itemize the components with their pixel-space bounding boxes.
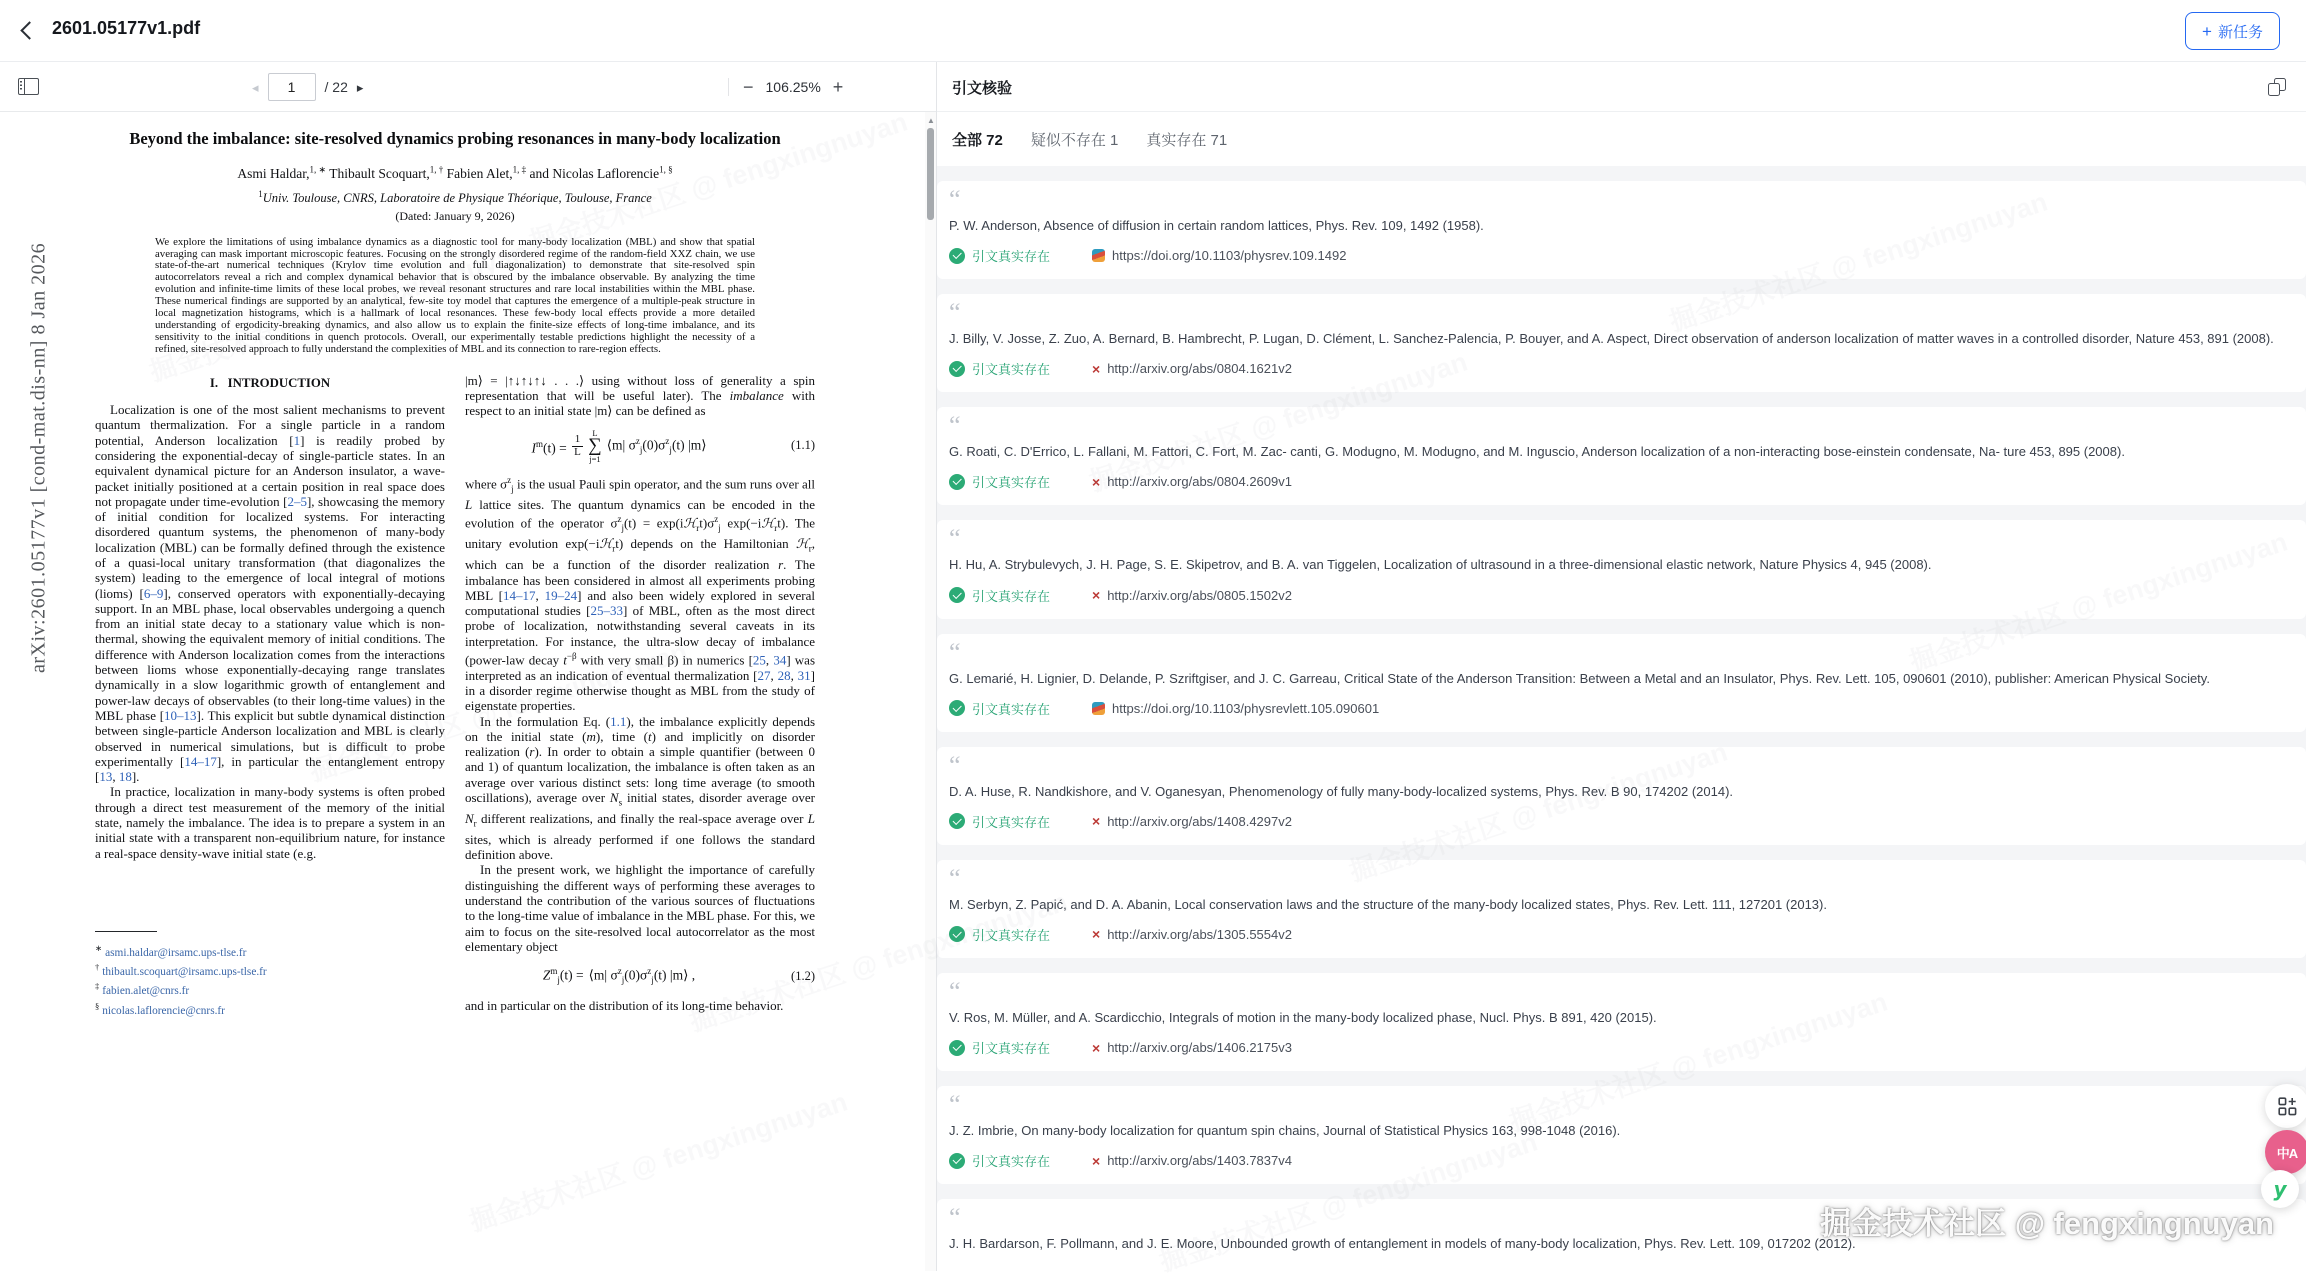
quote-icon: “	[949, 307, 2294, 320]
footnote	[95, 941, 445, 960]
citation-card	[937, 634, 2306, 732]
check-icon	[949, 1153, 965, 1169]
equation-number: (1.1)	[773, 438, 815, 453]
back-icon[interactable]	[18, 21, 38, 41]
footnote-marker: †	[95, 962, 99, 972]
citation-text: G. Lemarié, H. Lignier, D. Delande, P. Szriftgiser, and J. C. Garreau, Critical State of the Anderson Transition: Between a Metal and an Insulator, Phys. Rev. Lett. 105, 090601 (2010), publisher: American Physical Society.	[949, 669, 2294, 689]
status-badge	[949, 699, 1050, 718]
citation-check-panel	[936, 62, 2306, 1271]
footnote-marker: ∗	[95, 943, 102, 953]
author-name: Thibault Scoquart,$^{1, \dagger}$	[326, 166, 443, 181]
status-badge	[949, 246, 1050, 265]
citation-ref-link[interactable]: 2–5	[287, 494, 307, 509]
citation-ref-link[interactable]: 34	[773, 652, 786, 667]
citation-card	[937, 1199, 2306, 1271]
author-email-link[interactable]: nicolas.laflorencie@cnrs.fr	[102, 1004, 225, 1016]
citation-text: V. Ros, M. Müller, and A. Scardicchio, Integrals of motion in the many-body localized phase, Nucl. Phys. B 891, 420 (2015).	[949, 1008, 2294, 1028]
citation-ref-link[interactable]: 1.1	[610, 714, 626, 729]
citation-ref-link[interactable]: 13	[99, 769, 112, 784]
footnote	[95, 960, 445, 979]
status-label: 引文真实存在	[972, 925, 1050, 944]
pdf-page	[0, 112, 925, 1271]
citation-link-text: http://arxiv.org/abs/0804.1621v2	[1107, 361, 1292, 376]
paper-affiliation	[95, 189, 815, 206]
tab-verified-existing[interactable]: 真实存在 71	[1146, 129, 1227, 150]
section-heading: I. INTRODUCTION	[95, 376, 445, 391]
check-icon	[949, 926, 965, 942]
citation-meta-row	[949, 699, 2294, 718]
citation-link-text: http://arxiv.org/abs/0804.2609v1	[1107, 474, 1292, 489]
paper-column-right	[465, 373, 815, 1018]
quote-icon: “	[949, 533, 2294, 546]
author-email-link[interactable]: asmi.haldar@irsamc.ups-tlse.fr	[105, 947, 246, 959]
page-navigation	[252, 62, 363, 112]
quote-icon: “	[949, 194, 2294, 207]
citation-text: G. Roati, C. D'Errico, L. Fallani, M. Fattori, C. Fort, M. Zac- canti, G. Modugno, M. Modugno, and M. Inguscio, Anderson localization of a non-interacting bose-einstein condensate, Na- ture 453, 895 (2008).	[949, 442, 2294, 462]
citation-link[interactable]	[1092, 1153, 1292, 1168]
citation-list	[937, 166, 2306, 1271]
citation-link[interactable]	[1092, 588, 1292, 603]
equation-number: (1.2)	[773, 969, 815, 984]
footnote	[95, 999, 445, 1018]
watermark: 掘金技术社区 @ fengxingnuyan	[1820, 1198, 2274, 1243]
arxiv-margin-label: arXiv:2601.05177v1 [cond-mat.dis-nn] 8 Jan 2026	[22, 248, 56, 668]
body-paragraph-4: In the present work, we highlight the importance of carefully distinguishing the different ways of performing these averages to understand the contribution of the various sources of fluctuations to the long-time value of imbalance in the MBL phase. For this, we aim to focus on the site-resolved local autocorrelator as the most elementary object	[465, 862, 815, 954]
citation-ref-link[interactable]: 14–17	[503, 588, 536, 603]
page-total-label: / 22	[325, 79, 348, 95]
body-paragraph-3: In the formulation Eq. (1.1), the imbalance explicitly depends on the initial state (m), time (t) and implicitly on disorder realization (r). In order to obtain a simple quantifier (between 0 and 1) of quantum localization, the imbalance is often taken as an average over various distinct sets: long time average (to smooth oscillations), average over $N_s$ initial states, disorder average over $N_r$ different realizations, and finally the real-space average over L sites, which is already performed if one follows the standard definition above.	[465, 714, 815, 863]
body-paragraph-2: where $\sigma^z_j$ is the usual Pauli spin operator, and the sum runs over all L lattice sites. The quantum dynamics can be encoded in the evolution of the operator $\sigma^z_j(t)$ = $\exp(iℋ_rt)\sigma^z_j$ exp(−iℋ$_r$t). The unitary evolution exp(−iℋ$_r$t) depends on the Hamiltonian ℋ$_r$, which can be a function of the disorder realization r. The imbalance has been considered in almost all experiments probing MBL [14–17, 19–24] and also been widely explored in several computational studies [25–33] of MBL, often as the most direct probe of localization, notwithstanding several caveats in its interpretation. For instance, the ultra-slow decay of imbalance (power-law decay $t^{-\beta}$ with very small β) in numerics [25, 34] was interpreted as an indication of eventual thermalization [27, 28, 31] in a disorder regime otherwise thought as MBL from the study of eigenstate properties.	[465, 473, 815, 714]
citation-ref-link[interactable]: 25	[753, 652, 766, 667]
zoom-level: 106.25%	[766, 79, 821, 95]
check-icon	[949, 813, 965, 829]
scroll-up-icon[interactable]: ▲	[927, 116, 935, 125]
quote-icon: “	[949, 1212, 2294, 1225]
citation-card	[937, 1086, 2306, 1184]
citation-tabs	[937, 112, 2306, 166]
assistant-logo-icon: y	[2273, 1177, 2286, 1201]
pdf-scrollbar[interactable]	[925, 112, 936, 1271]
citation-card	[937, 407, 2306, 505]
equation-1-1: $I^m(t)$ = $\frac{1}{L}$ L ∑ j=1 ⟨m| $\sigma^z_j(0)\sigma^z_j(t)$ |m⟩ (1.1)	[465, 429, 815, 464]
citation-ref-link[interactable]: 27	[757, 668, 770, 683]
paper-title: Beyond the imbalance: site-resolved dynamics probing resonances in many-body localization	[95, 129, 815, 149]
author-email-link[interactable]: thibault.scoquart@irsamc.ups-tlse.fr	[102, 966, 266, 978]
equation-1-2: $Z^m_j(t)$ = ⟨m| $\sigma^z_j(0)\sigma^z_j(t)$ |m⟩ , (1.2)	[465, 964, 815, 988]
citation-ref-link[interactable]: 19–24	[545, 588, 578, 603]
citation-link-text: http://arxiv.org/abs/1305.5554v2	[1107, 927, 1292, 942]
citation-meta-row	[949, 472, 2294, 491]
footnote	[95, 979, 445, 998]
citation-text: J. H. Bardarson, F. Pollmann, and J. E. Moore, Unbounded growth of entanglement in models of many-body localization, Phys. Rev. Lett. 109, 017202 (2012).	[949, 1234, 2294, 1254]
citation-ref-link[interactable]: 18	[119, 769, 132, 784]
assistant-button[interactable]	[2261, 1170, 2299, 1208]
citation-ref-link[interactable]: 1	[294, 433, 301, 448]
status-label: 引文真实存在	[972, 586, 1050, 605]
check-icon	[949, 361, 965, 377]
floating-button-column	[2257, 1084, 2306, 1208]
plus-icon: +	[2202, 23, 2212, 40]
check-icon	[949, 700, 965, 716]
status-label: 引文真实存在	[972, 246, 1050, 265]
pdf-scrollbar-thumb[interactable]	[927, 128, 934, 220]
paper-column-left	[95, 373, 445, 1018]
affiliation-text: Univ. Toulouse, CNRS, Laboratoire de Physique Théorique, Toulouse, France	[263, 191, 652, 205]
citation-ref-link[interactable]: 10–13	[164, 708, 197, 723]
status-label: 引文真实存在	[972, 359, 1050, 378]
citation-text: H. Hu, A. Strybulevych, J. H. Page, S. E. Skipetrov, and B. A. van Tiggelen, Localization of ultrasound in a three-dimensional elastic network, Nature Physics 4, 945 (2008).	[949, 555, 2294, 575]
citation-text: J. Billy, V. Josse, Z. Zuo, A. Bernard, B. Hambrecht, P. Lugan, D. Clément, L. Sanchez-Palencia, P. Bouyer, and A. Aspect, Direct observation of anderson localization of matter waves in a controlled disorder, Nature 453, 891 (2008).	[949, 329, 2294, 349]
fraction: $\frac{1}{L}$	[572, 434, 584, 459]
next-page-icon[interactable]: ▸	[357, 81, 364, 94]
citation-meta-row	[949, 586, 2294, 605]
citation-ref-link[interactable]: 28	[778, 668, 791, 683]
new-task-label: 新任务	[2218, 21, 2263, 42]
widgets-button[interactable]	[2265, 1084, 2306, 1128]
citation-card	[937, 520, 2306, 618]
app-header	[0, 0, 2306, 62]
citation-link[interactable]	[1092, 927, 1292, 942]
body-paragraph-5: and in particular on the distribution of its long-time behavior.	[465, 998, 815, 1013]
check-icon	[949, 474, 965, 490]
arxiv-icon: ×	[1092, 588, 1100, 602]
author-name: and Nicolas Laflorencie$^{1, \S}$	[526, 166, 673, 181]
thumbnail-sidebar-toggle-icon[interactable]	[18, 78, 39, 95]
zoom-in-button[interactable]: +	[833, 78, 844, 96]
citation-ref-link[interactable]: 25–33	[590, 603, 623, 618]
citation-text: J. Z. Imbrie, On many-body localization for quantum spin chains, Journal of Statistical Physics 163, 998-1048 (2016).	[949, 1121, 2294, 1141]
arxiv-icon: ×	[1092, 927, 1100, 941]
status-badge	[949, 472, 1050, 491]
paper-content	[0, 112, 925, 1271]
check-icon	[949, 587, 965, 603]
doi-icon	[1092, 702, 1105, 715]
widgets-grid-plus-icon	[2278, 1097, 2297, 1116]
footnote-rule	[95, 931, 157, 932]
zoom-out-button[interactable]: −	[743, 78, 754, 96]
status-badge	[949, 1038, 1050, 1057]
status-badge	[949, 812, 1050, 831]
new-task-button[interactable]	[2185, 12, 2280, 50]
citation-card	[937, 860, 2306, 958]
citation-panel-title: 引文核验	[952, 77, 1012, 98]
pdf-toolbar	[0, 62, 936, 112]
quote-icon: “	[949, 420, 2294, 433]
citation-link-text: https://doi.org/10.1103/physrev.109.1492	[1112, 248, 1346, 263]
citation-card	[937, 181, 2306, 279]
citation-meta-row	[949, 246, 2294, 265]
tab-all[interactable]: 全部 72	[952, 129, 1003, 150]
citation-ref-link[interactable]: 14–17	[184, 754, 217, 769]
status-label: 引文真实存在	[972, 472, 1050, 491]
status-badge	[949, 586, 1050, 605]
citation-meta-row	[949, 1151, 2294, 1170]
citation-panel-header	[937, 62, 2306, 112]
status-badge	[949, 1151, 1050, 1170]
citation-ref-link[interactable]: 31	[798, 668, 811, 683]
check-icon	[949, 1040, 965, 1056]
citation-link-text: http://arxiv.org/abs/1403.7837v4	[1107, 1153, 1292, 1168]
zoom-controls	[728, 62, 843, 112]
paper-date: (Dated: January 9, 2026)	[95, 209, 815, 224]
status-badge	[949, 359, 1050, 378]
arxiv-icon: ×	[1092, 1041, 1100, 1055]
citation-card	[937, 747, 2306, 845]
author-name: Fabien Alet,$^{1, \ddagger}$	[443, 166, 526, 181]
quote-icon: “	[949, 986, 2294, 999]
footnote-marker: §	[95, 1001, 99, 1011]
citation-link[interactable]	[1092, 248, 1346, 263]
status-label: 引文真实存在	[972, 699, 1050, 718]
citation-meta-row	[949, 1038, 2294, 1057]
citation-link[interactable]	[1092, 1040, 1292, 1055]
toolbar-divider	[728, 78, 729, 96]
citation-text: M. Serbyn, Z. Papić, and D. A. Abanin, Local conservation laws and the structure of the many-body localized states, Phys. Rev. Lett. 111, 127201 (2013).	[949, 895, 2294, 915]
paper-abstract: We explore the limitations of using imbalance dynamics as a diagnostic tool for many-body localization (MBL) and show that spatial averaging can mask important microscopic features. Focusing on the strongly disordered regime of the random-field XXZ chain, we use state-of-the-art numerical techniques (Krylov time evolution and full diagonalization) to demonstrate that site-resolved spin autocorrelators reveal a rich and complex dynamical behavior that is obscured by the imbalance observable. By analyzing the time evolution and infinite-time limits of these local probes, we reveal resonant structures and rare local instabilities within the MBL phase. These numerical findings are supported by an analytical, few-site toy model that captures the emergence of a multiple-peak structure in local magnetization histograms, which is a hallmark of local resonances. These few-body local effects provide a more detailed understanding of ergodicity-breaking dynamics, and also allow us to explain the finite-size effects of long-time imbalance, and its sensitivity to the initial conditions in quench protocols. Overall, our experimentally testable predictions highlight the necessity of a refined, site-resolved approach to fully understand the complexities of MBL and its connection to rare-region effects.	[155, 237, 755, 356]
footnote-block	[95, 931, 445, 1018]
citation-link[interactable]	[1092, 701, 1379, 716]
arxiv-icon: ×	[1092, 814, 1100, 828]
citation-meta-row	[949, 925, 2294, 944]
document-title: 2601.05177v1.pdf	[52, 18, 200, 39]
check-icon	[949, 248, 965, 264]
citation-link-text: http://arxiv.org/abs/1408.4297v2	[1107, 814, 1292, 829]
quote-icon: “	[949, 760, 2294, 773]
paper-authors	[95, 164, 815, 182]
citation-meta-row	[949, 812, 2294, 831]
translate-icon: 中A	[2277, 1143, 2297, 1162]
citation-text: D. A. Huse, R. Nandkishore, and V. Oganesyan, Phenomenology of fully many-body-localized systems, Phys. Rev. B 90, 174202 (2014).	[949, 782, 2294, 802]
intro-paragraph-1: Localization is one of the most salient mechanisms to prevent quantum thermalization. For a single particle in a random potential, Anderson localization [1] is readily probed by considering the exponential-decay of single-particle states. In an equivalent dynamical picture for an Anderson insulator, a wave-packet initially positioned at a certain position in real space does not propagate under time-evolution [2–5], showcasing the memory of initial condition for localized systems. For interacting disordered quantum systems, the phenomenon of many-body localization (MBL) can be formally defined through the existence of a quasi-local unitary transformation (that diagonalizes the system) leading to the emergence of local integral of motions (lioms) [6–9], conserved operators with exponentially-decaying support. In an MBL phase, local observables undergoing a quench from an initial state decay to a stationary value which is non-thermal, showing the equivalent memory of initial conditions. The difference with Anderson localization comes from the interactions between lioms whose exponentially-decaying range translates dynamically in a slow logarithmic growth of entanglement and power-law decays of observables (to their long-time values) in the MBL phase [10–13]. This explicit but subtle dynamical distinction between single-particle Anderson localization and MBL is clearly observed in numerical simulations, but is difficult to probe experimentally [14–17], in particular the entanglement entropy [13, 18].	[95, 402, 445, 784]
page-number-input[interactable]	[268, 73, 316, 101]
affiliation-sup: 1	[258, 189, 263, 199]
doi-icon	[1092, 249, 1105, 262]
previous-page-icon[interactable]: ◂	[252, 81, 259, 94]
arxiv-icon: ×	[1092, 1154, 1100, 1168]
citation-card	[937, 294, 2306, 392]
pdf-viewer-panel	[0, 62, 936, 1271]
footnote-marker: ‡	[95, 981, 99, 991]
citation-link[interactable]	[1092, 361, 1292, 376]
citation-meta-row	[949, 359, 2294, 378]
citation-link[interactable]	[1092, 814, 1292, 829]
citation-link-text: http://arxiv.org/abs/0805.1502v2	[1107, 588, 1292, 603]
arxiv-icon: ×	[1092, 362, 1100, 376]
quote-icon: “	[949, 647, 2294, 660]
citation-text: P. W. Anderson, Absence of diffusion in certain random lattices, Phys. Rev. 109, 1492 (1958).	[949, 216, 2294, 236]
author-name: Asmi Haldar,$^{1, ∗}$	[237, 166, 326, 181]
status-badge	[949, 925, 1050, 944]
arxiv-icon: ×	[1092, 475, 1100, 489]
citation-link[interactable]	[1092, 474, 1292, 489]
status-label: 引文真实存在	[972, 812, 1050, 831]
copy-icon[interactable]	[2268, 78, 2286, 96]
summation: L ∑ j=1	[588, 429, 602, 464]
quote-icon: “	[949, 873, 2294, 886]
translate-button[interactable]	[2265, 1130, 2306, 1174]
body-paragraph-1: |m⟩ = |↑↓↑↓↑↓ . . .⟩ using without loss of generality a spin representation that will be useful later). The imbalance with respect to an initial state |m⟩ can be defined as	[465, 373, 815, 419]
citation-ref-link[interactable]: 6–9	[144, 586, 164, 601]
citation-link-text: http://arxiv.org/abs/1406.2175v3	[1107, 1040, 1292, 1055]
tab-suspect-missing[interactable]: 疑似不存在 1	[1031, 129, 1119, 150]
intro-paragraph-2: In practice, localization in many-body systems is often probed through a direct test measurement of the memory of the initial state, namely the imbalance. The idea is to prepare a system in an initial state with a transparent non-equilibrium nature, for instance a real-space density-wave initial state (e.g.	[95, 784, 445, 860]
quote-icon: “	[949, 1099, 2294, 1112]
status-label: 引文真实存在	[972, 1038, 1050, 1057]
citation-link-text: https://doi.org/10.1103/physrevlett.105.090601	[1112, 701, 1379, 716]
status-label: 引文真实存在	[972, 1151, 1050, 1170]
citation-card	[937, 973, 2306, 1071]
author-email-link[interactable]: fabien.alet@cnrs.fr	[102, 985, 189, 997]
